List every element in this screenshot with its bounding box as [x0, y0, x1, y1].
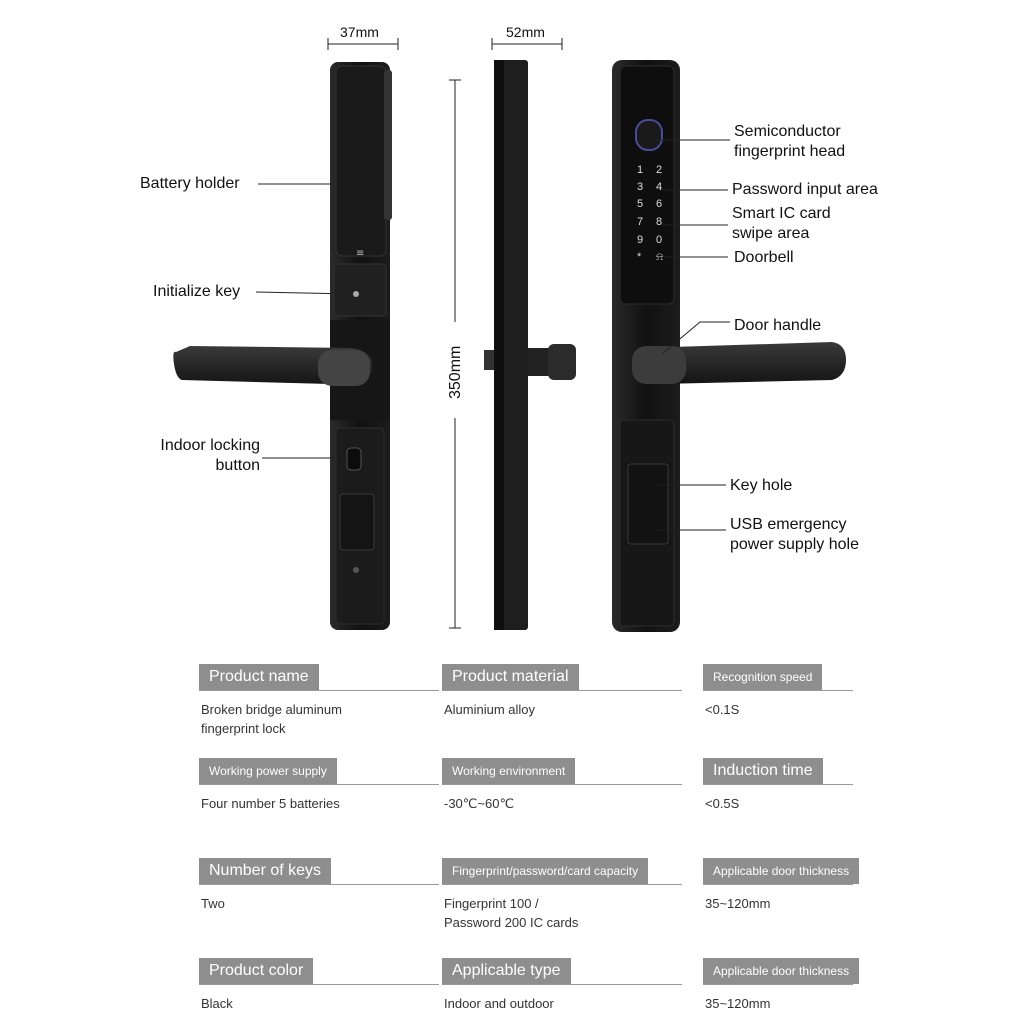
keypad-key: 2 — [656, 164, 663, 176]
spec-value: <0.5S — [705, 796, 740, 811]
spec-value: Indoor and outdoor — [444, 996, 554, 1011]
spec-divider — [442, 984, 682, 985]
keypad-key: 3 — [637, 181, 644, 193]
keypad-key: 0 — [656, 234, 663, 246]
keypad-key: 7 — [637, 216, 644, 228]
keypad-key: 6 — [656, 198, 663, 210]
spec-divider — [199, 784, 439, 785]
spec-value: 35~120mm — [705, 996, 771, 1011]
spec-value: Broken bridge aluminum fingerprint lock — [201, 702, 342, 736]
spec-divider — [703, 984, 853, 985]
spec-value: Four number 5 batteries — [201, 796, 340, 811]
keypad-key: 9 — [637, 234, 644, 246]
label-key-hole: Key hole — [730, 477, 793, 494]
spec-divider — [703, 690, 853, 691]
dimension-52mm: 52mm — [506, 24, 545, 40]
lock-back-view — [173, 62, 392, 630]
keypad-key: 8 — [656, 216, 663, 228]
lock-side-view — [484, 60, 576, 630]
keypad-key: 5 — [637, 198, 644, 210]
spec-value: Black — [201, 996, 233, 1011]
spec-value: 35~120mm — [705, 896, 771, 911]
spec-label: Working power supply — [199, 758, 337, 784]
keypad-key: 4 — [656, 181, 663, 193]
spec-divider — [199, 884, 439, 885]
spec-label: Working environment — [442, 758, 575, 784]
spec-value: Aluminium alloy — [444, 702, 536, 717]
spec-label: Applicable door thickness — [703, 858, 859, 884]
spec-divider — [703, 884, 853, 885]
label-door-handle: Door handle — [734, 317, 822, 334]
spec-label: Induction time — [703, 758, 823, 784]
label-fingerprint-head: Semiconductor fingerprint head — [734, 123, 846, 160]
spec-label: Product material — [442, 664, 579, 690]
spec-label: Applicable door thickness — [703, 958, 859, 984]
spec-label: Product name — [199, 664, 319, 690]
label-password-input-area: Password input area — [732, 181, 878, 198]
spec-label: Recognition speed — [703, 664, 822, 690]
svg-text:≡: ≡ — [356, 248, 365, 259]
keypad-key: * — [637, 251, 642, 263]
spec-value: <0.1S — [705, 702, 740, 717]
keypad-key: 1 — [637, 164, 644, 176]
spec-divider — [442, 690, 682, 691]
label-smart-ic-card: Smart IC card swipe area — [732, 205, 831, 242]
spec-value: Fingerprint 100 / Password 200 IC cards — [444, 896, 579, 930]
spec-divider — [442, 784, 682, 785]
spec-divider — [703, 784, 853, 785]
dimension-350mm: 350mm — [447, 345, 464, 399]
spec-divider — [199, 690, 439, 691]
label-initialize-key: Initialize key — [153, 283, 241, 300]
spec-value: -30℃~60℃ — [444, 796, 515, 811]
spec-label: Fingerprint/password/card capacity — [442, 858, 648, 884]
dimension-37mm: 37mm — [340, 24, 379, 40]
label-usb-hole: USB emergency power supply hole — [730, 516, 859, 553]
label-battery-holder: Battery holder — [140, 175, 240, 192]
spec-label: Applicable type — [442, 958, 571, 984]
label-indoor-locking-button: Indoor locking button — [160, 437, 260, 474]
keypad-doorbell-icon: ⍾ — [656, 251, 664, 263]
spec-value: Two — [201, 896, 225, 911]
label-doorbell: Doorbell — [734, 249, 794, 266]
spec-label: Number of keys — [199, 858, 331, 884]
spec-divider — [442, 884, 682, 885]
spec-divider — [199, 984, 439, 985]
spec-label: Product color — [199, 958, 313, 984]
